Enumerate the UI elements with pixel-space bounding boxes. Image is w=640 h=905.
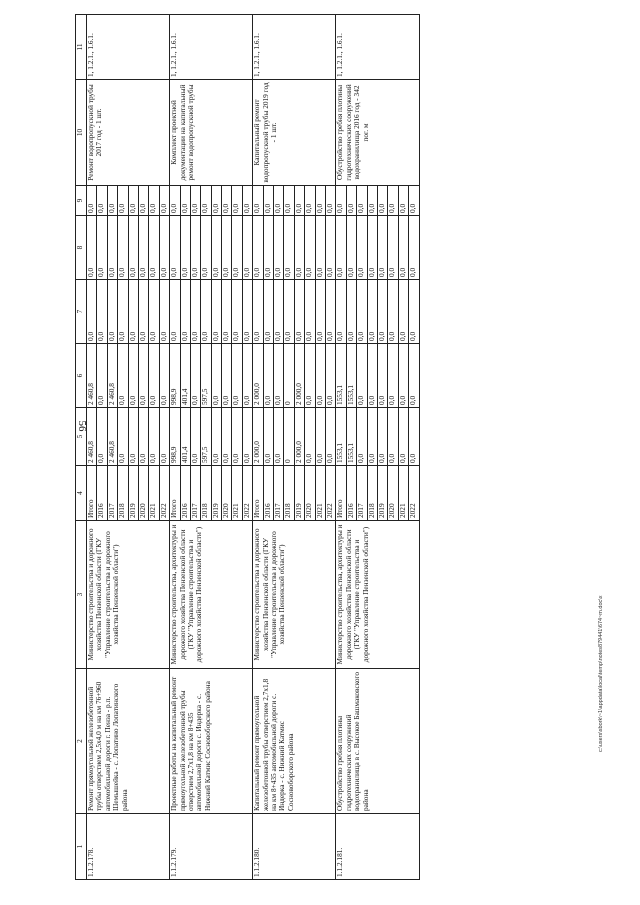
- years-list-value: 2018: [284, 466, 294, 520]
- col9-values-value: 0,0: [232, 186, 242, 215]
- col9-values-value: 0,0: [398, 186, 408, 215]
- col9-values-value: 0,0: [107, 186, 117, 215]
- col8-values-value: 0,0: [398, 216, 408, 279]
- col6-values-value: 0,0: [232, 344, 242, 407]
- col5-values: [87, 408, 170, 466]
- years-list-value: 2017: [357, 466, 367, 520]
- col5-values-value: 0,0: [324, 453, 334, 463]
- col8-values-value: 0,0: [367, 216, 377, 279]
- indicator-ref: 1, 1.2.1., 1.6.1.: [170, 15, 253, 80]
- expected-result: Обустройство гребня плотины гидротехнических сооружений водохранилища 2016 год - 342 пог. м: [336, 80, 419, 186]
- executor: Министерство строительства и дорожного хозяйства Пензенской области (ГКУ "Управление строительства и дорожного хозяйства Пензенской области"): [87, 521, 170, 669]
- col8-values-value: 0,0: [170, 216, 180, 279]
- col7-values: [253, 280, 336, 344]
- header-col-7: 7: [76, 280, 87, 344]
- years-list-value: 2022: [324, 503, 334, 518]
- col5-values: [253, 408, 336, 466]
- col6-values-value: 0,0: [263, 344, 273, 407]
- col8-values-value: 0,0: [241, 267, 251, 277]
- col7-values-value: 0,0: [138, 280, 148, 343]
- col6-values-value: 0,0: [118, 344, 128, 407]
- col9-values-value: 0,0: [367, 186, 377, 215]
- col6-values-value: 2 460,8: [87, 344, 97, 407]
- col7-values-value: 0,0: [222, 280, 232, 343]
- years-list-value: 2016: [97, 466, 107, 520]
- col5-values-value: 1553,1: [336, 408, 346, 465]
- col8-values-value: 0,0: [118, 216, 128, 279]
- measure-name: Капитальный ремонт прямоугольной железобетонной трубы отверстием 2,7х1,8 на км 8+435 автомобильной дороги с. Индерка - с. Нижний Катмис Сосновоборского района: [253, 669, 336, 814]
- col5-values-value: 597,5: [201, 408, 211, 465]
- col8-values-value: 0,0: [357, 216, 367, 279]
- years-list-value: 2021: [149, 466, 159, 520]
- col7-values-value: 0,0: [263, 280, 273, 343]
- header-col-4: 4: [76, 466, 87, 521]
- col9-values: [253, 186, 336, 216]
- col8-values-value: 0,0: [107, 216, 117, 279]
- row-number: 1.1.2.178.: [87, 814, 170, 880]
- years-list-value: 2020: [388, 466, 398, 520]
- col6-values-value: 2 460,8: [107, 344, 117, 407]
- col6-values-value: 0,0: [274, 344, 284, 407]
- col8-values-value: 0,0: [294, 216, 304, 279]
- col8-values-value: 0,0: [87, 216, 97, 279]
- col5-values-value: 2 000,0: [253, 408, 263, 465]
- years-list-value: 2017: [107, 466, 117, 520]
- col9-values-value: 0,0: [346, 186, 356, 215]
- col5-values-value: 0,0: [357, 408, 367, 465]
- col9-values-value: 0,0: [294, 186, 304, 215]
- col8-values-value: 0,0: [149, 216, 159, 279]
- col9-values-value: 0,0: [170, 186, 180, 215]
- col8-values-value: 0,0: [97, 216, 107, 279]
- col5-values: [170, 408, 253, 466]
- col6-values-value: 0,0: [211, 344, 221, 407]
- col9-values-value: 0,0: [158, 203, 168, 213]
- col7-values-value: 0,0: [274, 280, 284, 343]
- col9-values-value: 0,0: [357, 186, 367, 215]
- expected-result: Комплект проектной документации на капитальный ремонт водопропускной трубы: [170, 80, 253, 186]
- col5-values-value: 0,0: [241, 453, 251, 463]
- col6-values-value: 0,0: [305, 344, 315, 407]
- col8-values-value: 0,0: [128, 216, 138, 279]
- col9-values-value: 0,0: [253, 186, 263, 215]
- years-list-value: 2020: [305, 466, 315, 520]
- header-col-2: 2: [76, 669, 87, 814]
- col5-values-value: 0,0: [367, 408, 377, 465]
- col6-values-value: 1553,1: [346, 344, 356, 407]
- col6-values-value: 0,0: [324, 395, 334, 405]
- table-row: [87, 15, 170, 880]
- col8-values-value: 0,0: [211, 216, 221, 279]
- expected-result: Капитальный ремонт водопропускной трубы 2019 год - 1 шт.: [253, 80, 336, 186]
- years-list-value: 2022: [241, 503, 251, 518]
- col5-values-value: 0,0: [97, 408, 107, 465]
- col6-values-value: 0,0: [357, 344, 367, 407]
- col8-values-value: 0,0: [158, 267, 168, 277]
- years-list-value: 2016: [346, 466, 356, 520]
- table-body: [87, 15, 420, 880]
- table-row: [253, 15, 336, 880]
- indicator-ref: 1, 1.2.1., 1.6.1.: [336, 15, 419, 80]
- col6-values-value: 2 000,0: [294, 344, 304, 407]
- col8-values-value: 0,0: [336, 216, 346, 279]
- col5-values-value: 0,0: [398, 408, 408, 465]
- col8-values-value: 0,0: [388, 216, 398, 279]
- col6-values-value: 0,0: [367, 344, 377, 407]
- col5-values-value: 0,0: [274, 408, 284, 465]
- col9-values-value: 0,0: [211, 186, 221, 215]
- col7-values-value: 0,0: [294, 280, 304, 343]
- col5-values-value: 0,0: [128, 408, 138, 465]
- years-list-value: Итого: [336, 466, 346, 520]
- col5-values-value: 0,0: [315, 408, 325, 465]
- years-list: [336, 466, 419, 521]
- col9-values-value: 0,0: [263, 186, 273, 215]
- col6-values-value: 1553,1: [336, 344, 346, 407]
- col6-values: [87, 344, 170, 408]
- years-list-value: 2016: [263, 466, 273, 520]
- col6-values-value: 0,0: [128, 344, 138, 407]
- col8-values-value: 0,0: [232, 216, 242, 279]
- col9-values-value: 0,0: [97, 186, 107, 215]
- col9-values-value: 0,0: [305, 186, 315, 215]
- header-col-8: 8: [76, 216, 87, 280]
- years-list-value: 2017: [190, 466, 200, 520]
- col7-values-value: 0,0: [128, 280, 138, 343]
- years-list-value: 2020: [138, 466, 148, 520]
- years-list: [87, 466, 170, 521]
- col8-values-value: 0,0: [315, 216, 325, 279]
- col6-values-value: 401,4: [180, 344, 190, 407]
- col7-values-value: 0,0: [367, 280, 377, 343]
- years-list-value: 2021: [315, 466, 325, 520]
- col7-values-value: 0,0: [346, 280, 356, 343]
- measure-name: Ремонт прямоугольной железобетонной трубы отверстием 2,5х4,0 м на км 76+960 автомобильной дороги г. Пенза - р.п. Шемышейка - с. Лопатино Лопатинского района: [87, 669, 170, 814]
- header-col-6: 6: [76, 344, 87, 408]
- years-list-value: Итого: [253, 466, 263, 520]
- col8-values-value: 0,0: [377, 216, 387, 279]
- col9-values-value: 0,0: [336, 186, 346, 215]
- col7-values-value: 0,0: [170, 280, 180, 343]
- col7-values-value: 0,0: [149, 280, 159, 343]
- col7-values-value: 0,0: [253, 280, 263, 343]
- years-list-value: 2018: [367, 466, 377, 520]
- col6-values-value: 0,0: [398, 344, 408, 407]
- col8-values: [87, 216, 170, 280]
- col9-values: [87, 186, 170, 216]
- col7-values-value: 0,0: [336, 280, 346, 343]
- col9-values: [170, 186, 253, 216]
- rotated-table-container: [75, 15, 580, 880]
- col5-values: [336, 408, 419, 466]
- col7-values: [87, 280, 170, 344]
- col5-values-value: 2 460,8: [107, 408, 117, 465]
- col9-values-value: 0,0: [324, 203, 334, 213]
- years-list-value: Итого: [87, 466, 97, 520]
- col9-values-value: 0,0: [274, 186, 284, 215]
- col6-values-value: 0,0: [241, 395, 251, 405]
- col6-values-value: 0,0: [388, 344, 398, 407]
- col5-values-value: 2 000,0: [294, 408, 304, 465]
- col8-values-value: 0,0: [190, 216, 200, 279]
- col6-values-value: 597,5: [201, 344, 211, 407]
- header-col-3: 3: [76, 521, 87, 669]
- col8-values-value: 0,0: [305, 216, 315, 279]
- col7-values: [170, 280, 253, 344]
- col6-values-value: 0,0: [408, 395, 418, 405]
- col6-values-value: 0,0: [315, 344, 325, 407]
- col5-values-value: 0,0: [118, 408, 128, 465]
- col7-values-value: 0,0: [398, 280, 408, 343]
- years-list-value: 2018: [201, 466, 211, 520]
- expected-result: Ремонт водопропускной трубы 2017 год - 1 шт.: [87, 80, 170, 186]
- col5-values-value: 0,0: [388, 408, 398, 465]
- col7-values-value: 0,0: [190, 280, 200, 343]
- col7-values-value: 0,0: [180, 280, 190, 343]
- col8-values-value: 0,0: [274, 216, 284, 279]
- col8-values-value: 0,0: [263, 216, 273, 279]
- col9-values: [336, 186, 419, 216]
- years-list-value: 2019: [377, 466, 387, 520]
- col7-values-value: 0,0: [211, 280, 221, 343]
- col9-values-value: 0,0: [180, 186, 190, 215]
- col6-values-value: 0: [284, 344, 294, 407]
- footer-file-path: c:\users\sbork\~1\appdata\local\temp\notes879441\674~m.doc\x: [598, 595, 604, 752]
- years-list-value: 2022: [158, 503, 168, 518]
- col8-values-value: 0,0: [180, 216, 190, 279]
- col9-values-value: 0,0: [118, 186, 128, 215]
- years-list-value: Итого: [170, 466, 180, 520]
- col5-values-value: 0,0: [211, 408, 221, 465]
- years-list-value: 2021: [398, 466, 408, 520]
- col6-values-value: 0,0: [158, 395, 168, 405]
- header-col-11: 11: [76, 15, 87, 80]
- col6-values-value: 998,9: [170, 344, 180, 407]
- col5-values-value: 0,0: [149, 408, 159, 465]
- col7-values-value: 0,0: [324, 331, 334, 341]
- col9-values-value: 0,0: [315, 186, 325, 215]
- col9-values-value: 0,0: [284, 186, 294, 215]
- years-list: [253, 466, 336, 521]
- col5-values-value: 0,0: [158, 453, 168, 463]
- col8-values-value: 0,0: [408, 267, 418, 277]
- executor: Министерство строительства и дорожного хозяйства Пензенской области (ГКУ "Управление строительства и дорожного хозяйства Пензенской области"): [253, 521, 336, 669]
- col9-values-value: 0,0: [190, 186, 200, 215]
- col9-values-value: 0,0: [138, 186, 148, 215]
- indicator-ref: 1, 1.2.1., 1.6.1.: [87, 15, 170, 80]
- col7-values-value: 0,0: [377, 280, 387, 343]
- col9-values-value: 0,0: [149, 186, 159, 215]
- program-table: [75, 14, 420, 880]
- col6-values: [253, 344, 336, 408]
- col5-values-value: 2 460,8: [87, 408, 97, 465]
- years-list-value: 2019: [294, 466, 304, 520]
- col7-values-value: 0,0: [284, 280, 294, 343]
- years-list-value: 2019: [128, 466, 138, 520]
- col7-values-value: 0,0: [118, 280, 128, 343]
- col7-values-value: 0,0: [315, 280, 325, 343]
- col6-values-value: 0,0: [97, 344, 107, 407]
- col8-values-value: 0,0: [201, 216, 211, 279]
- col6-values-value: 0,0: [149, 344, 159, 407]
- col6-values-value: 2 000,0: [253, 344, 263, 407]
- col9-values-value: 0,0: [222, 186, 232, 215]
- page-number: 56: [76, 420, 88, 432]
- col8-values: [170, 216, 253, 280]
- measure-name: Проектные работы на капитальный ремонт прямоугольной железобетонной трубы отверстием 2,7х1,8 на км 8+435 автомобильной дороги с. Индерка - с. Нижний Катмис Сосновоборского района: [170, 669, 253, 814]
- years-list-value: 2020: [222, 466, 232, 520]
- col7-values-value: 0,0: [201, 280, 211, 343]
- col7-values-value: 0,0: [87, 280, 97, 343]
- row-number: 1.1.2.181.: [336, 814, 419, 880]
- col8-values-value: 0,0: [346, 216, 356, 279]
- years-list: [170, 466, 253, 521]
- row-number: 1.1.2.179.: [170, 814, 253, 880]
- col5-values-value: 0,0: [222, 408, 232, 465]
- col7-values-value: 0,0: [305, 280, 315, 343]
- header-col-1: 1: [76, 814, 87, 880]
- header-row: [76, 15, 87, 880]
- col5-values-value: 0,0: [408, 453, 418, 463]
- col5-values-value: 998,9: [170, 408, 180, 465]
- years-list-value: 2017: [274, 466, 284, 520]
- header-col-9: 9: [76, 186, 87, 216]
- col8-values-value: 0,0: [324, 267, 334, 277]
- executor: Министерство строительства, архитектуры и дорожного хозяйства Пензенской области (ГКУ "Управление строительства и дорожного хозяйства Пензенской области"): [170, 521, 253, 669]
- col5-values-value: 0,0: [190, 408, 200, 465]
- col7-values-value: 0,0: [232, 280, 242, 343]
- years-list-value: 2016: [180, 466, 190, 520]
- col7-values-value: 0,0: [357, 280, 367, 343]
- years-list-value: 2022: [408, 503, 418, 518]
- col5-values-value: 401,4: [180, 408, 190, 465]
- indicator-ref: 1, 1.2.1., 1.6.1.: [253, 15, 336, 80]
- col6-values-value: 0,0: [377, 344, 387, 407]
- col6-values-value: 0,0: [138, 344, 148, 407]
- col7-values-value: 0,0: [408, 331, 418, 341]
- col9-values-value: 0,0: [87, 186, 97, 215]
- col5-values-value: 0,0: [263, 408, 273, 465]
- col5-values-value: 0,0: [232, 408, 242, 465]
- col6-values-value: 0,0: [222, 344, 232, 407]
- col7-values-value: 0,0: [158, 331, 168, 341]
- col6-values: [336, 344, 419, 408]
- col8-values: [253, 216, 336, 280]
- header-col-5: 5: [76, 408, 87, 466]
- col5-values-value: 0,0: [305, 408, 315, 465]
- row-number: 1.1.2.180.: [253, 814, 336, 880]
- col8-values-value: 0,0: [222, 216, 232, 279]
- col8-values-value: 0,0: [138, 216, 148, 279]
- col6-values-value: 0,0: [190, 344, 200, 407]
- col5-values-value: 0: [284, 408, 294, 465]
- executor: Министерство строительства, архитектуры и дорожного хозяйства Пензенской области (ГКУ "Управление строительства и дорожного хозяйства Пензенской области"): [336, 521, 419, 669]
- years-list-value: 2019: [211, 466, 221, 520]
- col7-values: [336, 280, 419, 344]
- col9-values-value: 0,0: [241, 203, 251, 213]
- col9-values-value: 0,0: [388, 186, 398, 215]
- col9-values-value: 0,0: [201, 186, 211, 215]
- col7-values-value: 0,0: [241, 331, 251, 341]
- col7-values-value: 0,0: [107, 280, 117, 343]
- table-row: [170, 15, 253, 880]
- col8-values-value: 0,0: [253, 216, 263, 279]
- col5-values-value: 1553,1: [346, 408, 356, 465]
- years-list-value: 2018: [118, 466, 128, 520]
- col9-values-value: 0,0: [377, 186, 387, 215]
- col7-values-value: 0,0: [388, 280, 398, 343]
- measure-name: Обустройство гребня плотины гидротехнических сооружений водохранилища в с. Высокое Башмаковского района: [336, 669, 419, 814]
- header-col-10: 10: [76, 80, 87, 186]
- col5-values-value: 0,0: [377, 408, 387, 465]
- col7-values-value: 0,0: [97, 280, 107, 343]
- col9-values-value: 0,0: [408, 203, 418, 213]
- col9-values-value: 0,0: [128, 186, 138, 215]
- years-list-value: 2021: [232, 466, 242, 520]
- table-row: [336, 15, 419, 880]
- col5-values-value: 0,0: [138, 408, 148, 465]
- col8-values: [336, 216, 419, 280]
- col6-values: [170, 344, 253, 408]
- col8-values-value: 0,0: [284, 216, 294, 279]
